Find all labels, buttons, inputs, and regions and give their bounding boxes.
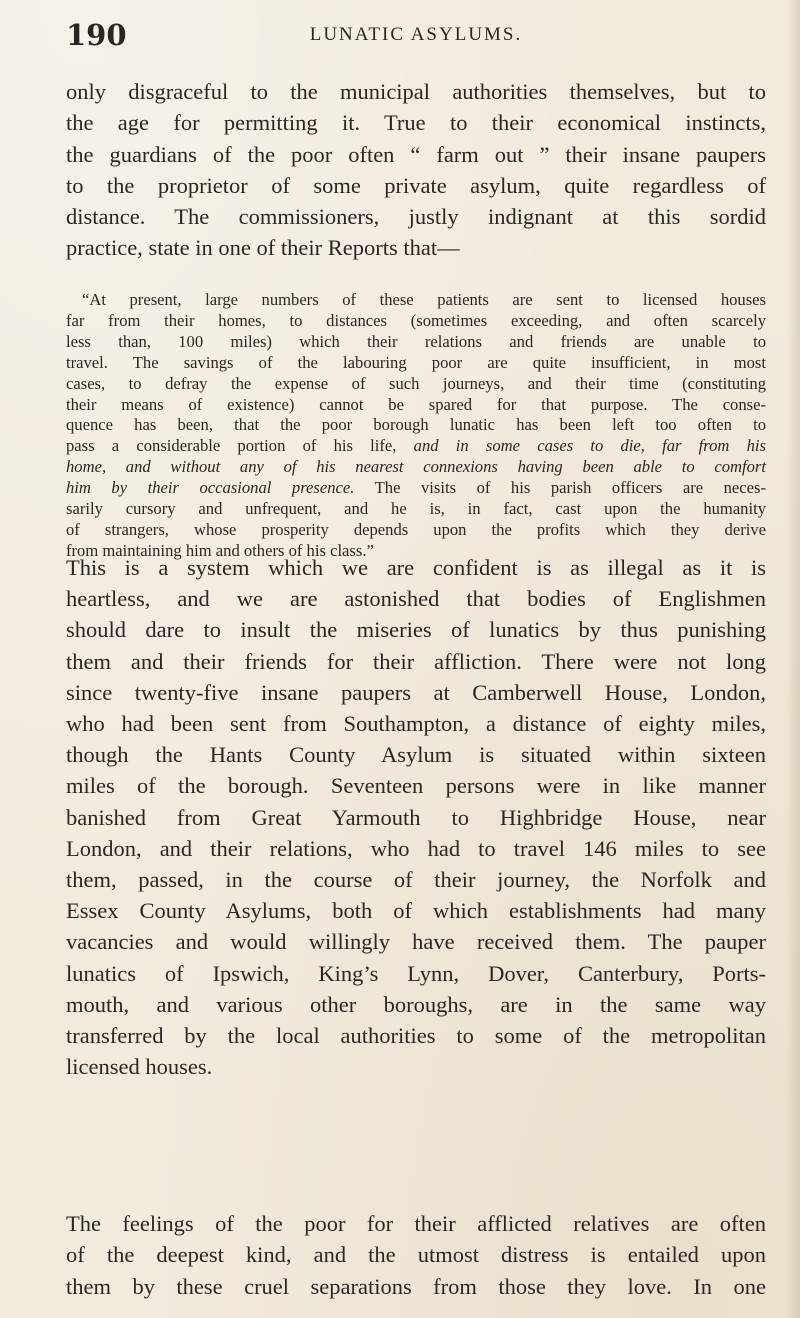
text-line: distance. The commissioners, justly indignant at this sordid — [66, 204, 766, 230]
page-header — [66, 18, 766, 58]
text-line: who had been sent from Southampton, a distance of eighty miles, — [66, 711, 766, 737]
text-line: miles of the borough. Seventeen persons were in like manner — [66, 773, 766, 799]
text-line: should dare to insult the miseries of lunatics by thus punishing — [66, 617, 766, 643]
text-line: them and their friends for their affliction. There were not long — [66, 648, 766, 674]
quote-text: The visits of his parish officers are neces- — [374, 478, 766, 498]
text-line: practice, state in one of their Reports that— — [66, 235, 460, 261]
quote-line: far from their homes, to distances (sometimes exceeding, and often scarcely — [66, 310, 766, 330]
quote-line: travel. The savings of the labouring poor are quite insufficient, in most — [66, 352, 766, 372]
text-line: since twenty-five insane paupers at Camberwell House, London, — [66, 679, 766, 705]
quote-italic-text: and in some cases to die, far from his — [413, 436, 766, 456]
quote-text: pass a considerable portion of his life, — [66, 436, 397, 456]
page-number: 190 — [66, 18, 127, 52]
quote-line — [66, 478, 766, 499]
text-line: of the deepest kind, and the utmost distress is entailed upon — [66, 1242, 766, 1268]
running-head: LUNATIC ASYLUMS. — [309, 24, 523, 45]
quote-line-italic: home, and without any of his nearest connexions having been able to comfort — [66, 457, 766, 477]
paragraph-3 — [66, 1208, 766, 1302]
quote-line: less than, 100 miles) which their relations and friends are unable to — [66, 331, 766, 351]
text-line: the age for permitting it. True to their economical instincts, — [66, 110, 766, 136]
quote-line: quence has been, that the poor borough lunatic has been left too often to — [66, 415, 766, 435]
text-line: them by these cruel separations from those they love. In one — [66, 1273, 766, 1299]
text-line: to the proprietor of some private asylum, quite regardless of — [66, 172, 766, 198]
quote-line: of strangers, whose prosperity depends upon the profits which they derive — [66, 519, 766, 539]
text-line: transferred by the local authorities to some of the metropolitan — [66, 1023, 766, 1049]
text-line: only disgraceful to the municipal authorities themselves, but to — [66, 79, 766, 104]
paragraph-1 — [66, 76, 766, 264]
text-line: lunatics of Ipswich, King’s Lynn, Dover, Canterbury, Ports- — [66, 960, 766, 986]
text-line: Essex County Asylums, both of which establishments had many — [66, 898, 766, 924]
text-line: banished from Great Yarmouth to Highbridge House, near — [66, 804, 766, 830]
text-line: though the Hants County Asylum is situated within sixteen — [66, 742, 766, 768]
text-line: mouth, and various other boroughs, are in the same way — [66, 991, 766, 1017]
block-quote — [66, 290, 766, 562]
quote-line: cases, to defray the expense of such journeys, and their time (constituting — [66, 373, 766, 393]
quote-line: sarily cursory and unfrequent, and he is, in fact, cast upon the humanity — [66, 499, 766, 519]
text-line: licensed houses. — [66, 1054, 213, 1080]
quote-line — [66, 436, 766, 457]
quote-italic-text: him by their occasional presence. — [66, 478, 355, 498]
text-line: London, and their relations, who had to travel 146 miles to see — [66, 835, 766, 861]
paragraph-2 — [66, 552, 766, 1082]
quote-line: from maintaining him and others of his class.” — [66, 540, 374, 560]
quote-line: their means of existence) cannot be spared for that purpose. The conse- — [66, 394, 766, 414]
quote-line: “At present, large numbers of these patients are sent to licensed houses — [82, 290, 766, 309]
text-line: vacancies and would willingly have received them. The pauper — [66, 929, 766, 955]
page-edge-shadow — [786, 0, 800, 1318]
text-line: This is a system which we are confident is as illegal as it is — [66, 555, 766, 580]
text-line: them, passed, in the course of their journey, the Norfolk and — [66, 867, 766, 893]
text-line: the guardians of the poor often “ farm out ” their insane paupers — [66, 141, 766, 167]
text-line: The feelings of the poor for their afflicted relatives are often — [66, 1211, 766, 1236]
text-line: heartless, and we are astonished that bodies of Englishmen — [66, 586, 766, 612]
